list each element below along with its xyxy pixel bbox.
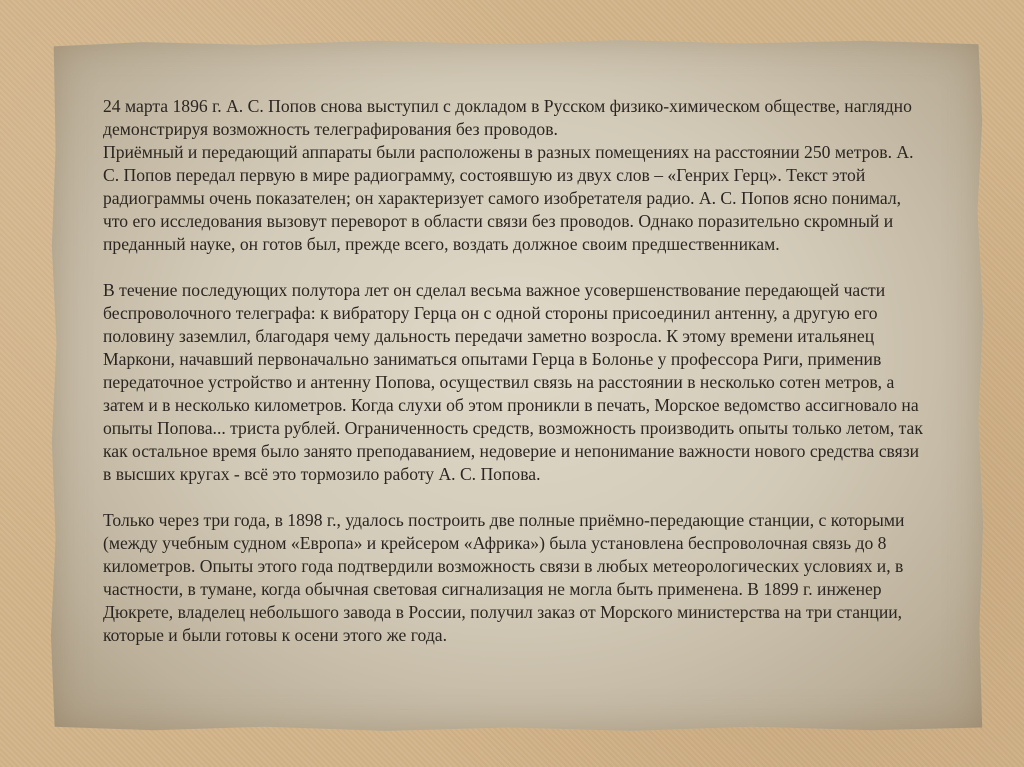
paragraph-popov-demonstration: 24 марта 1896 г. А. С. Попов снова выступил с докладом в Русском физико-химическом обществе, наглядно демонстрируя возможность телеграфирования без проводов. [103, 96, 912, 139]
paragraph-spacer [103, 256, 923, 279]
text-body [103, 95, 923, 647]
paragraph-spacer [103, 486, 923, 509]
paragraph-antenna-improvement: В течение последующих полутора лет он сделал весьма важное усовершенствование передающей части беспроволочного телеграфа: к вибратору Герца он с одной стороны присоединил антенну, а другую его половину заземлил, благодаря чему дальность передачи заметно возросла. К этому времени итальянец Маркони, начавший первоначально заниматься опытами Герца в Болонье у профессора Риги, применив передаточное устройство и антенну Попова, осуществил связь на расстоянии в несколько сотен метров, а затем и в несколько километров. Когда слухи об этом проникли в печать, Морское ведомство ассигновало на опыты Попова... триста рублей. Ограниченность средств, возможность производить опыты только летом, так как остальное время было занято преподаванием, недоверие и непонимание важности нового средства связи в высших кругах - всё это тормозило работу А. С. Попова. [103, 280, 923, 484]
paragraph-first-radiogram: Приёмный и передающий аппараты были расположены в разных помещениях на расстоянии 250 метров. А. С. Попов передал первую в мире радиограмму, состоявшую из двух слов – «Генрих Герц». Текст этой радиограммы очень показателен; он характеризует самого изобретателя радио. А. С. Попов ясно понимал, что его исследования вызовут переворот в области связи без проводов. Однако поразительно скромный и преданный науке, он готов был, прежде всего, воздать должное своим предшественникам. [103, 142, 914, 254]
paragraph-stations-1898: Только через три года, в 1898 г., удалось построить две полные приёмно-передающие станции, с которыми (между учебным судном «Европа» и крейсером «Африка») была установлена беспроволочная связь до 8 километров. Опыты этого года подтвердили возможность связи в любых метеорологических условиях и, в частности, в тумане, когда обычная световая сигнализация не могла быть применена. В 1899 г. инженер Дюкрете, владелец небольшого завода в России, получил заказ от Морского министерства на три станции, которые и были готовы к осени этого же года. [103, 510, 905, 645]
